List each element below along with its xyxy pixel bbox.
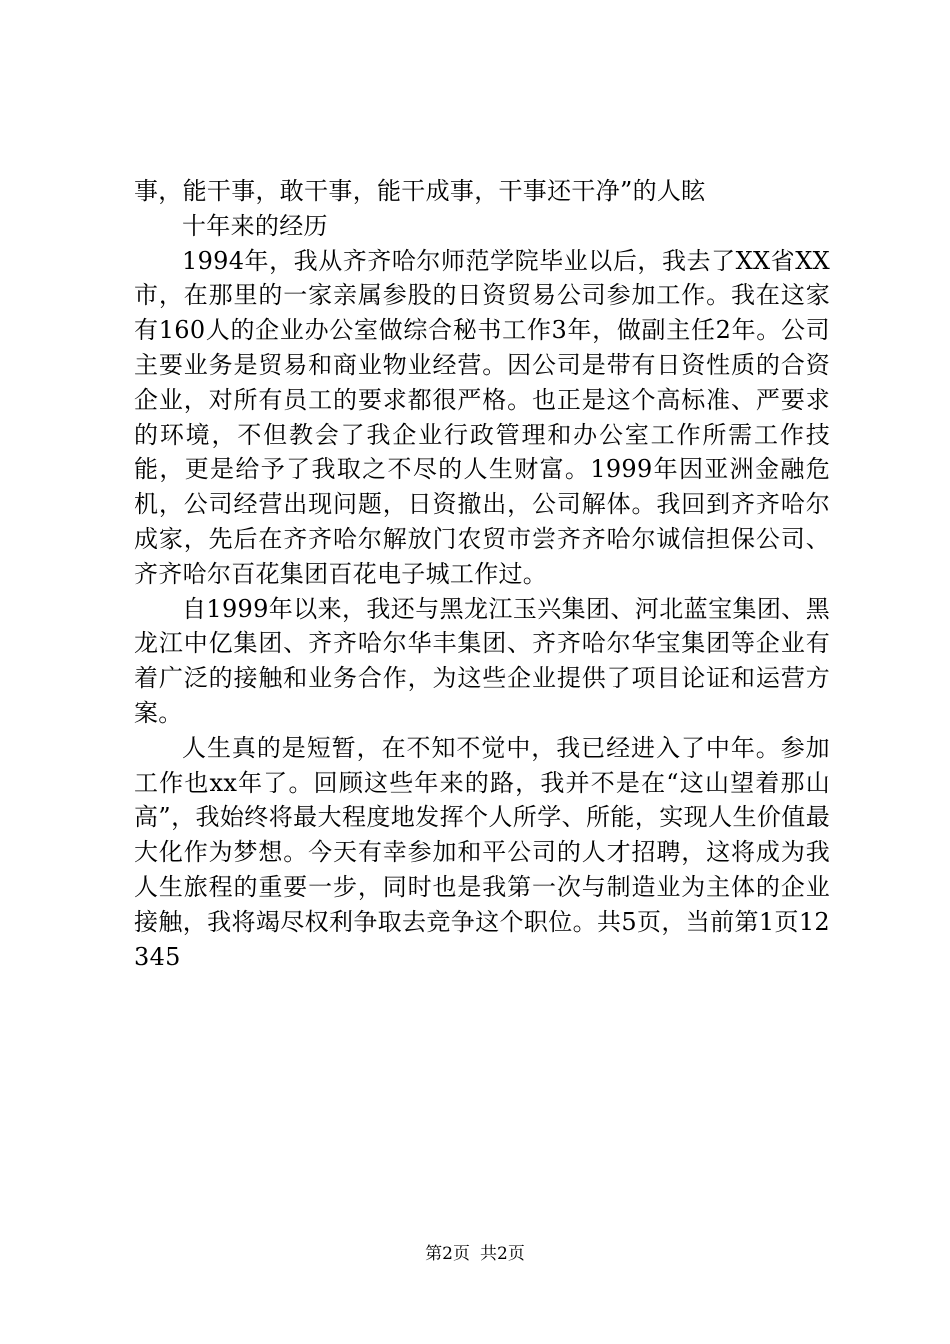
page-footer <box>0 1243 950 1265</box>
section-heading: 十年来的经历 <box>182 211 328 240</box>
paragraph-cooperation: 自1999年以来，我还与黑龙江玉兴集团、河北蓝宝集团、黑龙江中亿集团、齐齐哈尔华丰集团、齐齐哈尔华宝集团等企业有着广泛的接触和业务合作，为这些企业提供了项目论证和运营方案。 <box>134 594 830 727</box>
paragraph-continuation: 事，能干事，敢干事，能干成事，干事还干净”的人眩 <box>134 177 706 205</box>
page-number: 第2页 <box>425 1244 470 1264</box>
paragraph-aspiration: 人生真的是短暂，在不知不觉中，我已经进入了中年。参加工作也xx年了。回顾这些年来的路，我并不是在“这山望着那山高”，我始终将最大程度地发挥个人所学、所能，实现人生价值最大化作为梦想。今天有幸参加和平公司的人才招聘，这将成为我人生旅程的重要一步，同时也是我第一次与制造业为主体的企业接触，我将竭尽权利争取去竞争这个职位。共5页，当前第1页12345 <box>134 733 830 971</box>
paragraph-career-history: 1994年，我从齐齐哈尔师范学院毕业以后，我去了XX省XX市，在那里的一家亲属参股的日资贸易公司参加工作。我在这家有160人的企业办公室做综合秘书工作3年，做副主任2年。公司主要业务是贸易和商业物业经营。因公司是带有日资性质的合资企业，对所有员工的要求都很严格。也正是这个高标准、严要求的环境，不但教会了我企业行政管理和办公室工作所需工作技能，更是给予了我取之不尽的人生财富。1999年因亚洲金融危机，公司经营出现问题，日资撤出，公司解体。我回到齐齐哈尔成家，先后在齐齐哈尔解放门农贸市尝齐齐哈尔诚信担保公司、齐齐哈尔百花集团百花电子城工作过。 <box>134 246 830 588</box>
document-body <box>134 174 830 974</box>
page-total: 共2页 <box>480 1244 525 1264</box>
